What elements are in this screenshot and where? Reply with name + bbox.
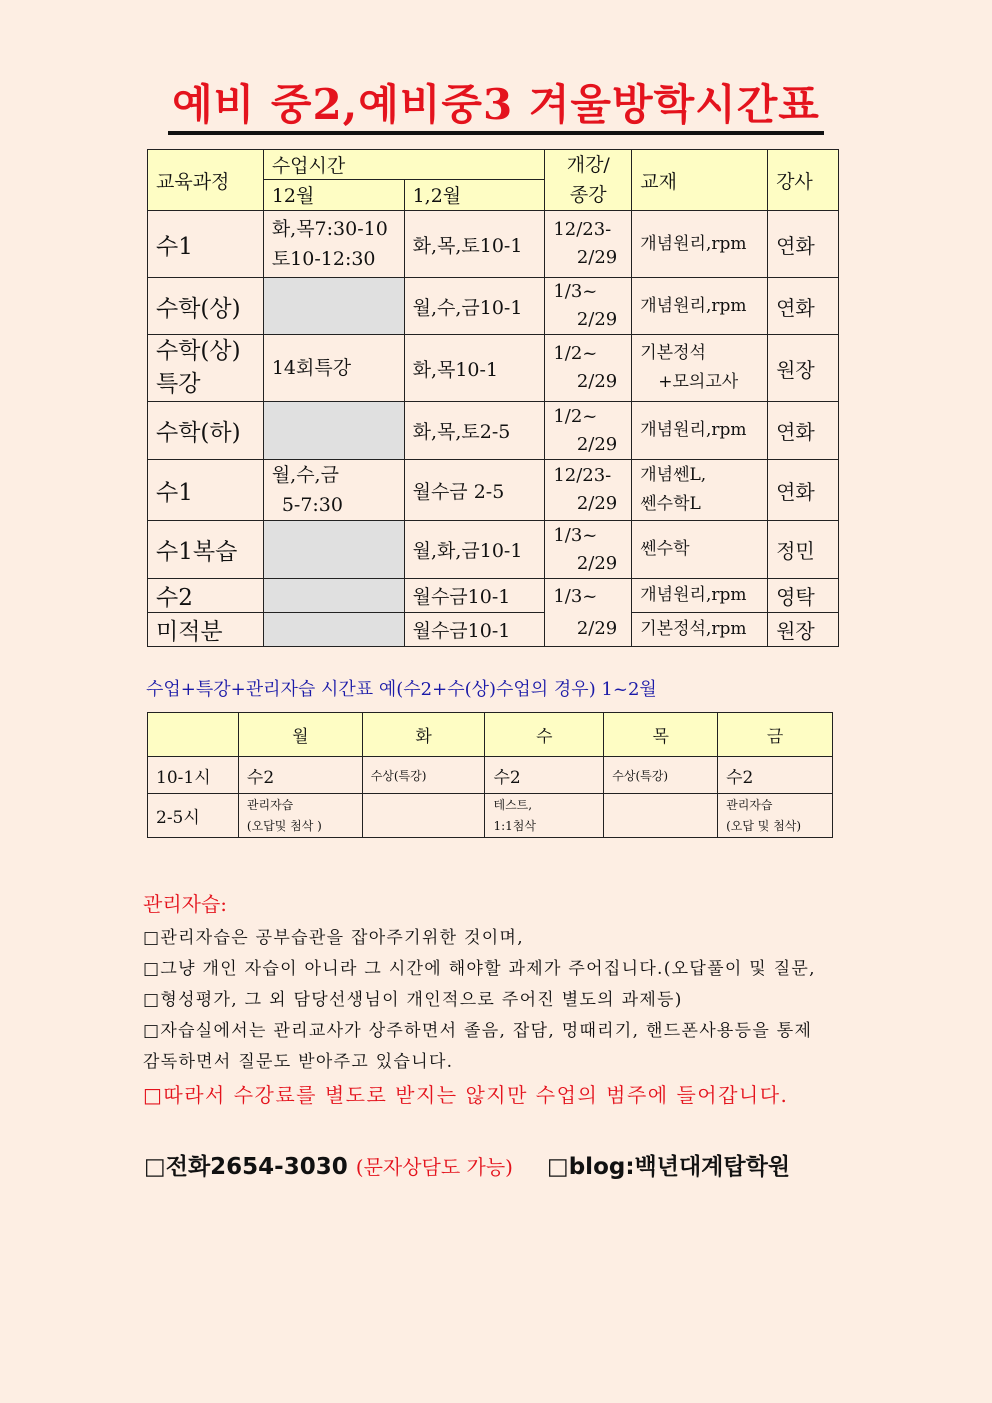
textbook-cell: 개념원리,rpm <box>632 579 768 613</box>
header-teacher: 강사 <box>768 150 839 211</box>
note-line: □형성평가, 그 외 담당선생님이 개인적으로 주어진 별도의 과제등) <box>143 990 683 1010</box>
course-cell: 수학(하) <box>148 402 264 460</box>
time-cell: 10-1시 <box>148 757 239 794</box>
header-close-label: 종강 <box>569 184 607 206</box>
course-cell: 수1 <box>148 211 264 278</box>
jan-feb-cell: 화,목,토10-1 <box>404 211 545 278</box>
day-friday: 금 <box>718 713 833 757</box>
header-open-label: 개강/ <box>566 154 610 176</box>
slot-cell: 관리자습 (오답및 첨삭 ) <box>238 794 362 838</box>
textbook-cell: 기본정석 +모의고사 <box>632 335 768 402</box>
teacher-cell: 연화 <box>768 211 839 278</box>
time-cell: 2-5시 <box>148 794 239 838</box>
december-cell-empty <box>263 521 404 579</box>
header-open-close <box>545 150 632 211</box>
note-highlight: □따라서 수강료를 별도로 받지는 않지만 수업의 범주에 들어갑니다. <box>143 1083 789 1107</box>
december-cell: 화,목7:30-10 토10-12:30 <box>263 211 404 278</box>
course-cell: 수1 <box>148 460 264 521</box>
december-cell-empty <box>263 613 404 647</box>
weekly-example-table <box>147 712 833 838</box>
table-row <box>148 211 839 278</box>
corner-cell <box>148 713 239 757</box>
open-close-cell: 1/2~ 2/29 <box>545 402 632 460</box>
table-row <box>148 402 839 460</box>
teacher-cell: 원장 <box>768 335 839 402</box>
table-row <box>148 521 839 579</box>
table-row <box>148 757 833 794</box>
header-jan-feb: 1,2월 <box>404 179 545 210</box>
teacher-cell: 정민 <box>768 521 839 579</box>
notes-heading: 관리자습: <box>143 892 228 916</box>
course-cell: 수학(상) 특강 <box>148 335 264 402</box>
slot-cell-empty <box>362 794 485 838</box>
slot-cell: 수2 <box>238 757 362 794</box>
course-cell: 수학(상) <box>148 278 264 335</box>
table-row <box>148 613 839 647</box>
header-textbook: 교재 <box>632 150 768 211</box>
jan-feb-cell: 월,수,금10-1 <box>404 278 545 335</box>
jan-feb-cell: 화,목,토2-5 <box>404 402 545 460</box>
jan-feb-cell: 월수금10-1 <box>404 613 545 647</box>
blog-link: □blog:백년대계탑학원 <box>546 1154 791 1180</box>
december-cell: 월,수,금 5-7:30 <box>263 460 404 521</box>
header-course: 교육과정 <box>148 150 264 211</box>
course-cell: 수2 <box>148 579 264 613</box>
teacher-cell: 연화 <box>768 402 839 460</box>
note-line: 감독하면서 질문도 받아주고 있습니다. <box>143 1052 454 1072</box>
course-cell: 미적분 <box>148 613 264 647</box>
day-monday: 월 <box>238 713 362 757</box>
open-close-cell: 12/23- 2/29 <box>545 211 632 278</box>
december-cell: 14회특강 <box>263 335 404 402</box>
open-close-cell: 12/23- 2/29 <box>545 460 632 521</box>
header-class-time: 수업시간 <box>263 150 545 180</box>
week-header-row <box>148 713 833 757</box>
textbook-cell: 개념쎈L, 쎈수학L <box>632 460 768 521</box>
note-line: □관리자습은 공부습관을 잡아주기위한 것이며, <box>143 928 524 948</box>
december-cell-empty <box>263 579 404 613</box>
open-close-cell: 1/3~ 2/29 <box>545 521 632 579</box>
open-close-cell: 1/3~ 2/29 <box>545 278 632 335</box>
table-row <box>148 794 833 838</box>
sms-note: (문자상담도 가능) <box>355 1155 513 1179</box>
teacher-cell: 연화 <box>768 460 839 521</box>
table-row <box>148 460 839 521</box>
day-thursday: 목 <box>604 713 718 757</box>
schedule-header-row-1 <box>148 150 839 180</box>
table-row <box>148 579 839 613</box>
teacher-cell: 원장 <box>768 613 839 647</box>
page-title: 예비 중2,예비중3 겨울방학시간표 <box>0 72 992 132</box>
note-line: □그냥 개인 자습이 아니라 그 시간에 해야할 과제가 주어집니다.(오답풀이 및 질문, <box>143 959 816 979</box>
header-december: 12월 <box>263 179 404 210</box>
slot-cell: 관리자습 (오답 및 첨삭) <box>718 794 833 838</box>
contact-line <box>144 1148 790 1181</box>
slot-cell-empty <box>604 794 718 838</box>
jan-feb-cell: 월수금 2-5 <box>404 460 545 521</box>
table-row <box>148 335 839 402</box>
textbook-cell: 개념원리,rpm <box>632 278 768 335</box>
slot-cell: 수상(특강) <box>604 757 718 794</box>
jan-feb-cell: 월,화,금10-1 <box>404 521 545 579</box>
textbook-cell: 개념원리,rpm <box>632 402 768 460</box>
open-close-cell: 1/2~ 2/29 <box>545 335 632 402</box>
notes-section <box>143 888 855 1112</box>
teacher-cell: 연화 <box>768 278 839 335</box>
jan-feb-cell: 월수금10-1 <box>404 579 545 613</box>
december-cell-empty <box>263 278 404 335</box>
open-close-cell: 1/3~ 2/29 <box>545 579 632 647</box>
textbook-cell: 개념원리,rpm <box>632 211 768 278</box>
note-line: □자습실에서는 관리교사가 상주하면서 졸음, 잡담, 멍때리기, 핸드폰사용등을 통제 <box>143 1021 813 1041</box>
december-cell-empty <box>263 402 404 460</box>
textbook-cell: 기본정석,rpm <box>632 613 768 647</box>
table-row <box>148 278 839 335</box>
example-heading: 수업+특강+관리자습 시간표 예(수2+수(상)수업의 경우) 1~2월 <box>146 679 657 700</box>
schedule-table <box>147 149 839 647</box>
slot-cell: 수2 <box>485 757 604 794</box>
teacher-cell: 영탁 <box>768 579 839 613</box>
day-tuesday: 화 <box>362 713 485 757</box>
textbook-cell: 쎈수학 <box>632 521 768 579</box>
jan-feb-cell: 화,목10-1 <box>404 335 545 402</box>
day-wednesday: 수 <box>485 713 604 757</box>
slot-cell: 테스트, 1:1첨삭 <box>485 794 604 838</box>
slot-cell: 수2 <box>718 757 833 794</box>
phone-number: □전화2654-3030 <box>144 1154 348 1180</box>
slot-cell: 수상(특강) <box>362 757 485 794</box>
course-cell: 수1복습 <box>148 521 264 579</box>
